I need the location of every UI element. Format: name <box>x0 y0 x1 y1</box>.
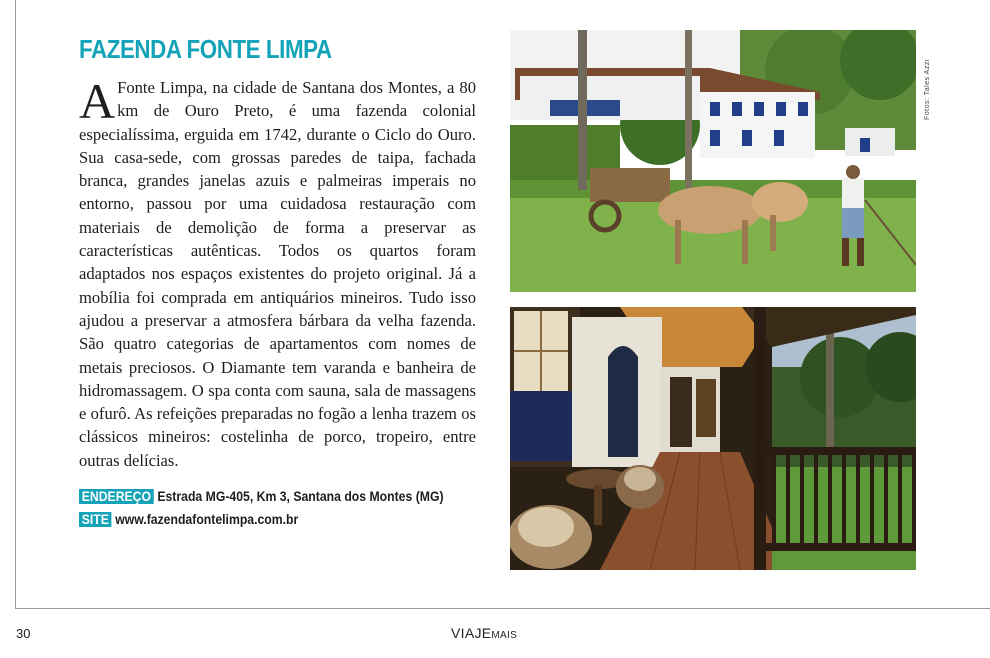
article-body <box>79 73 476 472</box>
magazine-name <box>451 625 517 641</box>
page-frame-bottom <box>15 608 990 609</box>
colonial-porch-photo <box>510 307 916 570</box>
page-frame-left <box>15 0 16 609</box>
site-url[interactable]: www.fazendafontelimpa.com.br <box>115 512 299 527</box>
address-value: Estrada MG-405, Km 3, Santana dos Montes (MG) <box>157 489 444 504</box>
magazine-name-part1: VIAJE <box>451 625 492 641</box>
farmhouse-ox-cart-photo <box>510 30 916 292</box>
site-label: SITE <box>79 512 112 527</box>
page-number: 30 <box>16 626 31 641</box>
article-title: FAZENDA FONTE LIMPA <box>79 34 332 64</box>
address-label: ENDEREÇO <box>79 489 154 504</box>
photo-credit: Fotos: Tales Azzi <box>924 59 931 120</box>
article-text: Fonte Limpa, na cidade de Santana dos Montes, a 80 km de Ouro Preto, é uma fazenda colonial especialíssima, erguida em 1742, durante o Ciclo do Ouro. Sua casa-sede, com grossas paredes de taipa, fachada branca, grandes janelas azuis e palmeiras imperais no entorno, passou por uma cuidadosa restauração com materiais de demolição de forma a preservar as características autênticas. Todos os quartos foram adaptados nos espaços existentes do projeto original. Já a mobília foi comprada em antiquários mineiros. Tudo isso ajudou a preservar a atmosfera bárbara da velha fazenda. São quatro categorias de apartamentos com nomes de metais preciosos. O Diamante tem varanda e banheira de hidromassagem. O spa conta com sauna, sala de massagens e ofurô. As refeições preparadas no fogão a lenha trazem os clássicos mineiros: costelinha de porco, tropeiro, entre outras delícias. <box>79 78 476 470</box>
magazine-name-part2: MAIS <box>491 630 518 641</box>
address-line <box>79 489 444 504</box>
drop-cap: A <box>79 73 116 129</box>
site-line <box>79 512 298 527</box>
